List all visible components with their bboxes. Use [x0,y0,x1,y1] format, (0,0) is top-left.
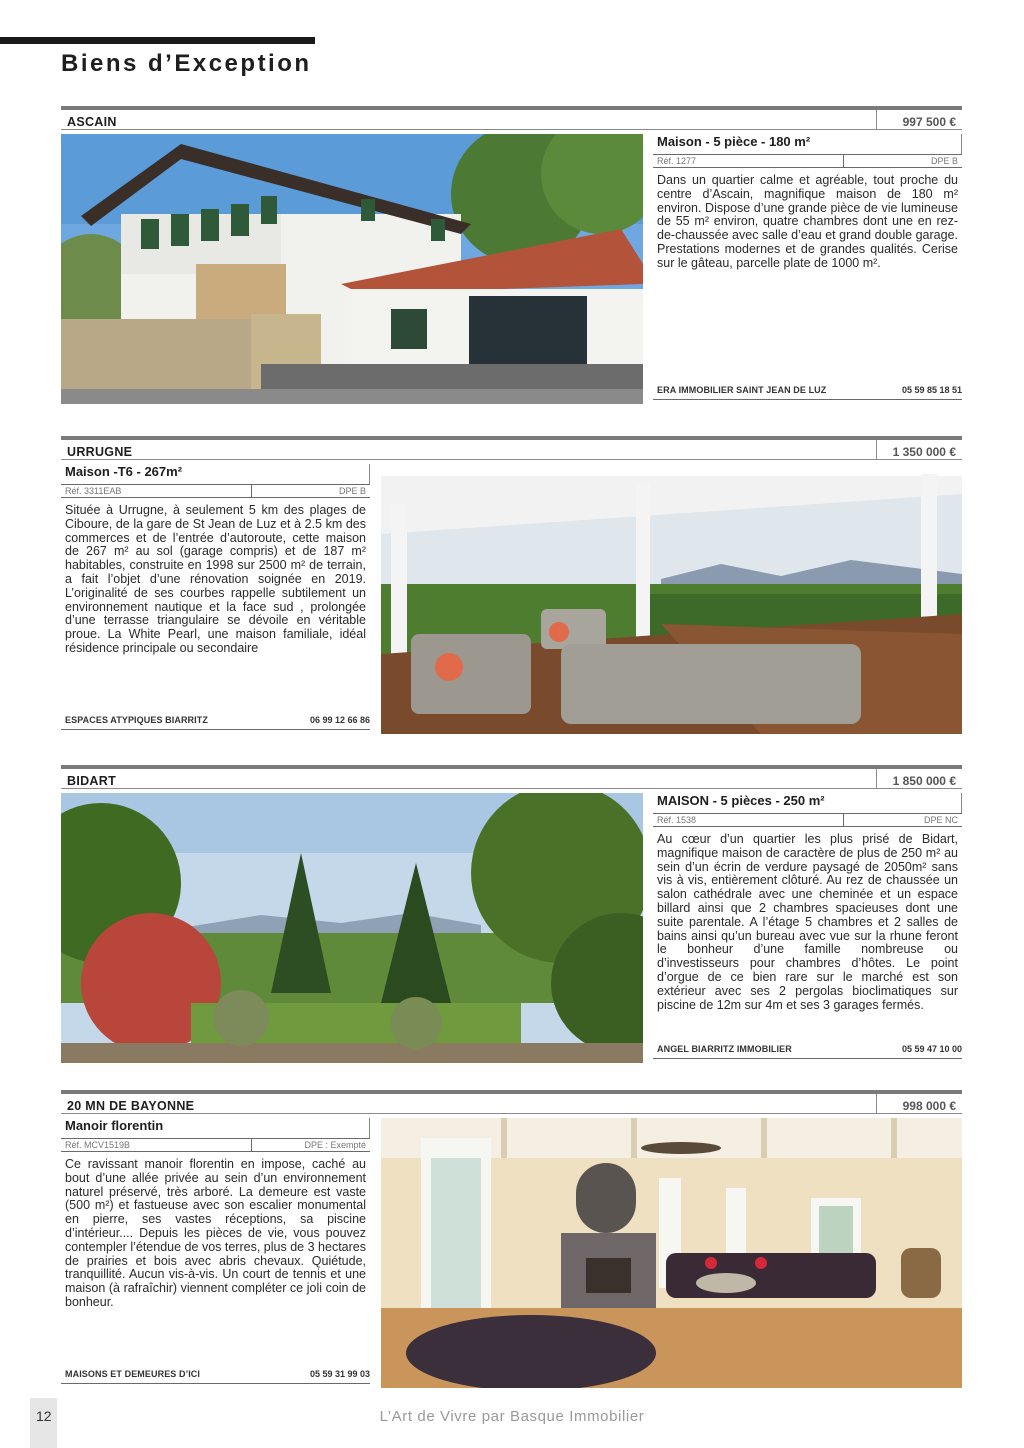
agency-name: ANGEL BIARRITZ IMMOBILIER [657,1044,792,1054]
ref-divider [843,155,844,167]
footer-tagline: L’Art de Vivre par Basque Immobilier [379,1408,645,1425]
agency-phone: 05 59 85 18 51 [901,385,962,395]
agency-row [653,382,962,400]
listing-ascain [61,106,962,404]
manor-living-room-photo [381,1118,962,1388]
dpe-rating: DPE B [338,486,366,496]
listing-header [61,1090,962,1114]
listing-info [653,134,962,404]
ref-row [61,1138,370,1152]
agency-name: ESPACES ATYPIQUES BIARRITZ [65,715,208,725]
listing-town: 20 MN DE BAYONNE [67,1099,195,1113]
property-type: Maison -T6 - 267m² [61,464,370,484]
listing-urrugne [61,436,962,734]
listing-info [61,464,370,734]
ref-row [61,484,370,498]
reference: Réf. MCV1519B [65,1140,131,1150]
agency-phone: 05 59 31 99 03 [309,1369,370,1379]
page-number: 12 [36,1408,52,1424]
pergola-terrace-photo [381,464,962,734]
listing-header [61,436,962,460]
listing-header [61,106,962,130]
listing-town: URRUGNE [67,445,133,459]
price-box [876,1094,962,1113]
description: Située à Urrugne, à seulement 5 km des plages de Ciboure, de la gare de St Jean de Luz et à 2.5 km des commerces et de l’entrée d’autoroute, cette maison de 267 m² au sol (garage compris) et de 187 m² habitables, construite en 1998 sur 2500 m² de terrain, a fait l’objet d’une rénovation soignée en 2019. L’originalité de ses courbes rappelle subtilement un environnement nautique et la face sud , prolongée d’une terrasse triangulaire se dévoile en véritable proue. La White Pearl, une maison familiale, idéal résidence principale ou secondaire [65,503,366,655]
listing-price: 998 000 € [902,1099,956,1113]
dpe-rating: DPE NC [923,815,958,825]
listing-town: ASCAIN [67,115,117,129]
property-type: MAISON - 5 pièces - 250 m² [653,793,962,813]
listing-price: 1 850 000 € [892,774,956,788]
listing-price: 1 350 000 € [892,445,956,459]
price-box [876,440,962,459]
agency-phone: 06 99 12 66 86 [309,715,370,725]
ref-row [653,154,962,168]
property-type: Manoir florentin [61,1118,370,1138]
garden-trees-photo [61,793,643,1063]
dpe-rating: DPE B [930,156,958,166]
listing-bayonne [61,1090,962,1388]
price-box [876,110,962,129]
agency-name: MAISONS ET DEMEURES D’ICI [65,1369,201,1379]
description: Dans un quartier calme et agréable, tout proche du centre d’Ascain, magnifique maison de 180 m² environ. Dispose d’une grande pièce de vie lumineuse de 55 m² environ, quatre chambres dont une en rez-de-chaussée avec salle d’eau et grand double garage. Prestations modernes et de grandes qualités. Cerise sur le gâteau, parcelle plate de 1000 m². [657,173,958,270]
agency-row [61,712,370,730]
listing-info [61,1118,370,1388]
ref-divider [251,1139,252,1151]
listing-info [653,793,962,1063]
description: Ce ravissant manoir florentin en impose, caché au bout d’une allée privée au sein d’un environnement naturel préservé, très arboré. La demeure est vaste (500 m²) et fastueuse avec son escalier monumental en pierre, ses vastes réceptions, sa piscine d’intérieur.... Depuis les pièces de vie, vous pouvez contempler l’étendue de vos terres, plus de 3 hectares de prairies et bois avec abris chevaux. Quiétude, tranquillité. Aucun vis-à-vis. Un court de tennis et une maison (à rafraîchir) viennent compléter ce joli coin de bonheur. [65,1157,366,1309]
ref-divider [843,814,844,826]
reference: Réf. 1277 [657,156,697,166]
agency-row [61,1366,370,1384]
reference: Réf. 1538 [657,815,697,825]
top-bar [0,37,315,44]
ref-row [653,813,962,827]
agency-row [653,1041,962,1059]
price-box [876,769,962,788]
basque-house-photo [61,134,643,404]
description: Au cœur d’un quartier les plus prisé de Bidart, magnifique maison de caractère de plus de 250 m² au sein d’un écrin de verdure paysagé de 2050m² sans vis à vis, entièrement clôturé. Au rez de chaussée un salon cathédrale avec une cheminée et un espace billard ainsi que 2 chambres spacieuses dont une suite parentale. A l’étage 5 chambres et 2 salles de bains ainsi qu’un bureau avec vue sur la rhune feront le bonheur d’une famille nombreuse ou d’investisseurs pour chambres d’hôtes. Le point d’orgue de ce bien rare sur le marché est son extérieur avec ses 2 pergolas bioclimatiques sur piscine de 12m sur 4m et ses 3 garages fermés. [657,832,958,1012]
listing-town: BIDART [67,774,117,788]
dpe-rating: DPE : Exempté [304,1140,366,1150]
listing-header [61,765,962,789]
agency-name: ERA IMMOBILIER SAINT JEAN DE LUZ [657,385,827,395]
property-type: Maison - 5 pièce - 180 m² [653,134,962,154]
listing-price: 997 500 € [902,115,956,129]
reference: Réf. 3311EAB [65,486,122,496]
listing-bidart [61,765,962,1063]
ref-divider [251,485,252,497]
agency-phone: 05 59 47 10 00 [901,1044,962,1054]
page-title: Biens d’Exception [61,50,312,77]
